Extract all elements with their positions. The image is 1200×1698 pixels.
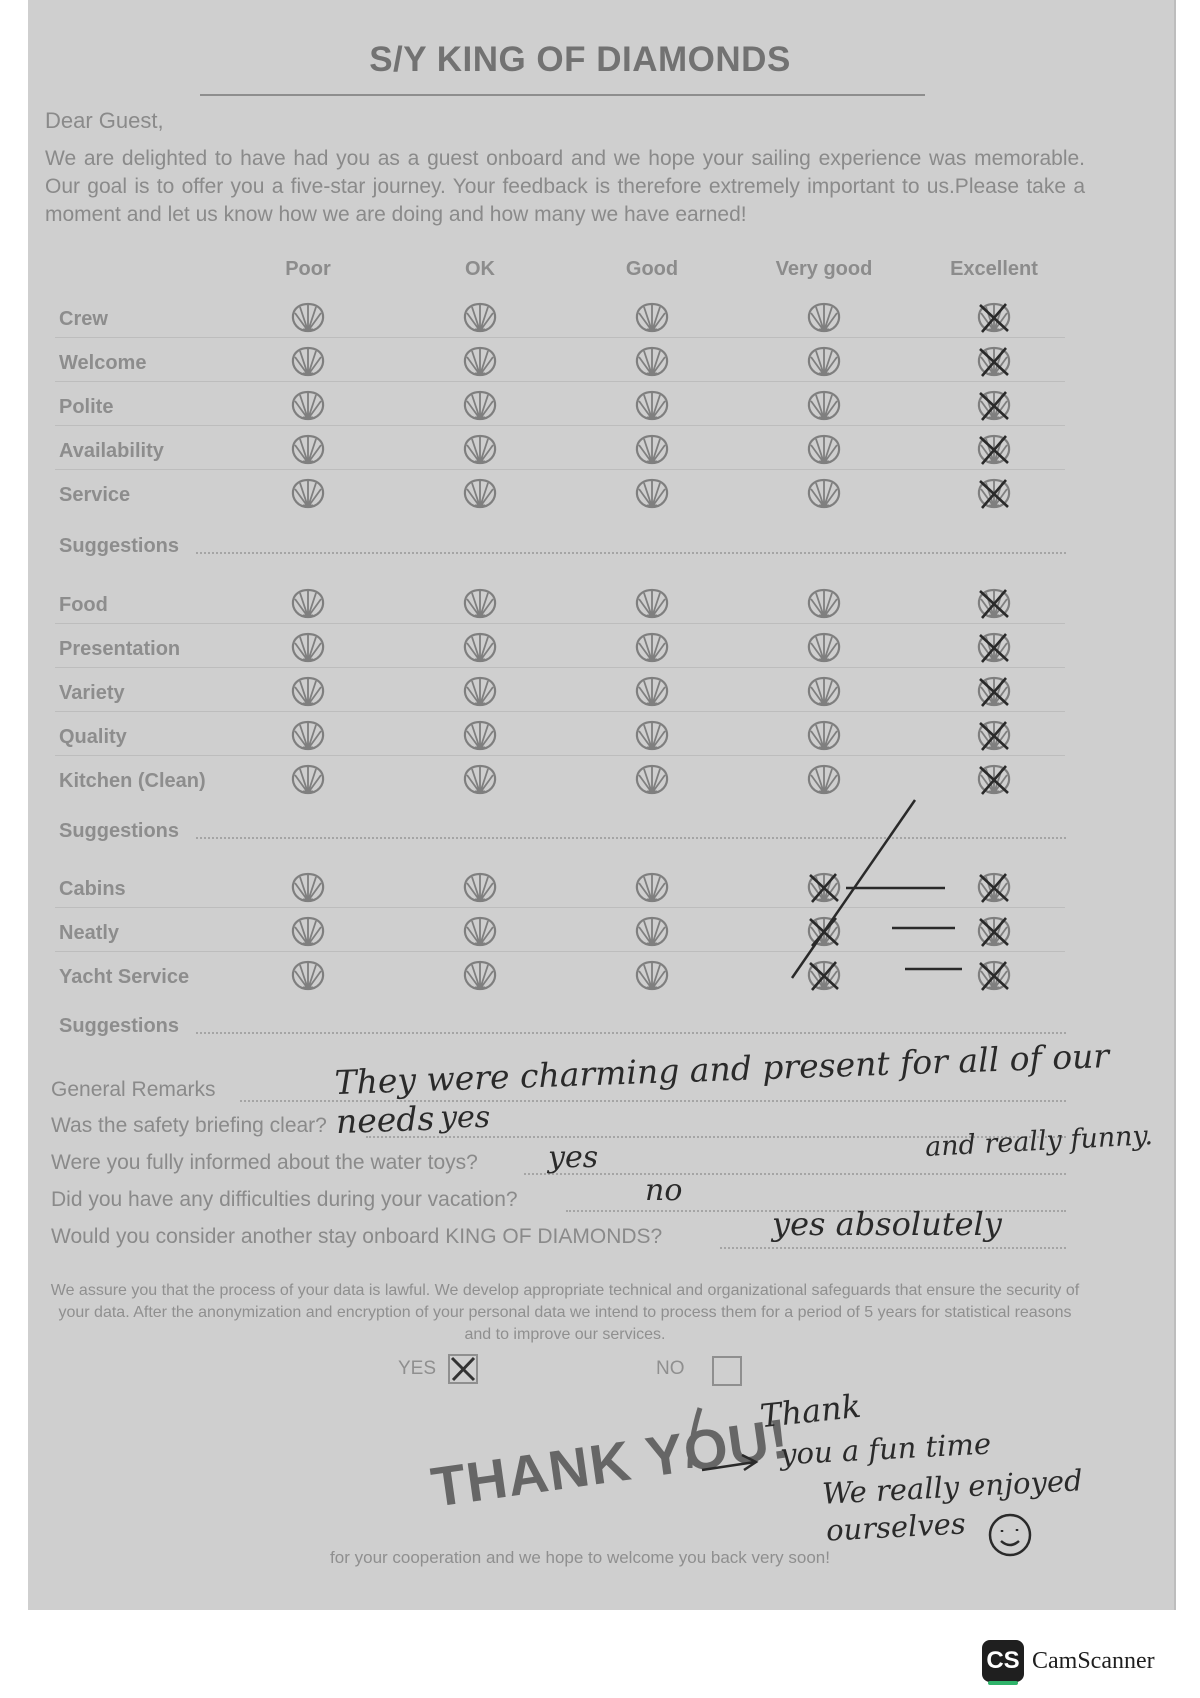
shell-rating-variety-ok[interactable]	[462, 675, 498, 709]
shell-rating-food-excellent[interactable]	[976, 587, 1012, 621]
shell-rating-presentation-excellent[interactable]	[976, 631, 1012, 665]
row-label-polite: Polite	[59, 396, 114, 418]
scale-header-very-good: Very good	[775, 258, 873, 280]
answer-water-toys: yes	[548, 1140, 599, 1175]
handwritten-note-line-1: Thank	[758, 1386, 863, 1436]
row-divider	[55, 951, 1065, 952]
shell-rating-kitchen-clean-ok[interactable]	[462, 763, 498, 797]
shell-rating-kitchen-clean-excellent[interactable]	[976, 763, 1012, 797]
shell-rating-variety-excellent[interactable]	[976, 675, 1012, 709]
suggestions-label-crew: Suggestions	[59, 535, 180, 557]
row-label-cabins: Cabins	[59, 878, 126, 900]
row-label-presentation: Presentation	[59, 638, 181, 660]
answer-general-remarks: They were charming and present for all of our needs	[333, 1036, 1110, 1142]
shell-rating-neatly-very-good[interactable]	[806, 915, 842, 949]
row-divider	[55, 337, 1065, 338]
handwritten-note-line-4: ourselves	[825, 1506, 967, 1548]
row-label-welcome: Welcome	[59, 352, 147, 374]
camscanner-name: CamScanner	[1032, 1648, 1155, 1674]
shell-rating-availability-excellent[interactable]	[976, 433, 1012, 467]
row-label-variety: Variety	[59, 682, 125, 704]
shell-rating-variety-very-good[interactable]	[806, 675, 842, 709]
shell-rating-polite-very-good[interactable]	[806, 389, 842, 423]
scale-header-poor: Poor	[285, 258, 331, 280]
shell-rating-yacht-service-very-good[interactable]	[806, 959, 842, 993]
shell-rating-polite-ok[interactable]	[462, 389, 498, 423]
shell-rating-kitchen-clean-good[interactable]	[634, 763, 670, 797]
answer-line-another-stay	[720, 1247, 1066, 1249]
row-divider	[55, 623, 1065, 624]
scale-header-good: Good	[625, 258, 679, 280]
row-divider	[55, 381, 1065, 382]
consent-yes-checkbox[interactable]	[448, 1354, 478, 1384]
suggestions-line-cabins	[196, 1032, 1066, 1034]
shell-rating-crew-ok[interactable]	[462, 301, 498, 335]
shell-rating-crew-good[interactable]	[634, 301, 670, 335]
suggestions-line-food	[196, 837, 1066, 839]
consent-no-label: NO	[656, 1358, 685, 1379]
shell-rating-food-poor[interactable]	[290, 587, 326, 621]
handwritten-note-line-2: you a fun time	[779, 1426, 992, 1472]
shell-rating-cabins-very-good[interactable]	[806, 871, 842, 905]
question-water-toys: Were you fully informed about the water toys?	[51, 1151, 478, 1174]
shell-rating-presentation-poor[interactable]	[290, 631, 326, 665]
intro-paragraph: We are delighted to have had you as a guest onboard and we hope your sailing experience was memorable. Our goal is to offer you a five-star journey. Your feedback is therefore extremely important to us.Please take a moment and let us know how we are doing and how many we have earned!	[45, 147, 1085, 226]
shell-rating-kitchen-clean-poor[interactable]	[290, 763, 326, 797]
shell-rating-service-ok[interactable]	[462, 477, 498, 511]
shell-rating-quality-good[interactable]	[634, 719, 670, 753]
shell-rating-yacht-service-excellent[interactable]	[976, 959, 1012, 993]
consent-no-checkbox[interactable]	[712, 1356, 742, 1386]
shell-rating-neatly-poor[interactable]	[290, 915, 326, 949]
row-label-crew: Crew	[59, 308, 108, 330]
handwritten-note-line-3: We really enjoyed	[821, 1463, 1084, 1511]
row-divider	[55, 755, 1065, 756]
shell-rating-availability-very-good[interactable]	[806, 433, 842, 467]
question-another-stay: Would you consider another stay onboard KING OF DIAMONDS?	[51, 1225, 663, 1248]
answer-another-stay: yes absolutely	[772, 1205, 1002, 1243]
answer-line-water-toys	[524, 1173, 1066, 1175]
suggestions-line-crew	[196, 552, 1066, 554]
scale-header-ok: OK	[465, 258, 495, 280]
suggestions-label-food: Suggestions	[59, 820, 180, 842]
row-label-neatly: Neatly	[59, 922, 120, 944]
shell-rating-service-very-good[interactable]	[806, 477, 842, 511]
shell-rating-kitchen-clean-very-good[interactable]	[806, 763, 842, 797]
shell-rating-cabins-excellent[interactable]	[976, 871, 1012, 905]
shell-rating-crew-excellent[interactable]	[976, 301, 1012, 335]
shell-rating-service-good[interactable]	[634, 477, 670, 511]
row-divider	[55, 469, 1065, 470]
greeting: Dear Guest,	[45, 108, 164, 133]
shell-rating-service-poor[interactable]	[290, 477, 326, 511]
row-divider	[55, 711, 1065, 712]
answer-general-remarks-cont: and really funny.	[924, 1120, 1154, 1163]
shell-rating-quality-excellent[interactable]	[976, 719, 1012, 753]
suggestions-label-cabins: Suggestions	[59, 1015, 180, 1037]
shell-rating-neatly-ok[interactable]	[462, 915, 498, 949]
row-label-service: Service	[59, 484, 131, 506]
title-underline	[200, 94, 925, 96]
shell-rating-crew-very-good[interactable]	[806, 301, 842, 335]
shell-rating-neatly-good[interactable]	[634, 915, 670, 949]
shell-rating-presentation-very-good[interactable]	[806, 631, 842, 665]
answer-safety-briefing: yes	[440, 1100, 491, 1135]
row-label-yacht-service: Yacht Service	[59, 966, 190, 988]
shell-rating-quality-poor[interactable]	[290, 719, 326, 753]
question-safety-briefing: Was the safety briefing clear?	[51, 1114, 327, 1137]
shell-rating-availability-poor[interactable]	[290, 433, 326, 467]
row-label-availability: Availability	[59, 440, 164, 462]
shell-rating-quality-ok[interactable]	[462, 719, 498, 753]
row-label-kitchen: Kitchen (Clean)	[59, 770, 206, 792]
shell-rating-polite-good[interactable]	[634, 389, 670, 423]
feedback-form-paper	[28, 0, 1176, 1610]
shell-rating-cabins-ok[interactable]	[462, 871, 498, 905]
shell-rating-variety-good[interactable]	[634, 675, 670, 709]
shell-rating-welcome-excellent[interactable]	[976, 345, 1012, 379]
row-divider	[55, 425, 1065, 426]
shell-rating-availability-ok[interactable]	[462, 433, 498, 467]
camscanner-logo: CS	[982, 1640, 1024, 1682]
footer-message: for your cooperation and we hope to welcome you back very soon!	[330, 1548, 830, 1567]
shell-rating-presentation-ok[interactable]	[462, 631, 498, 665]
shell-rating-welcome-poor[interactable]	[290, 345, 326, 379]
shell-rating-neatly-excellent[interactable]	[976, 915, 1012, 949]
question-general-remarks: General Remarks	[51, 1078, 216, 1101]
question-difficulties: Did you have any difficulties during your vacation?	[51, 1188, 518, 1211]
shell-rating-yacht-service-ok[interactable]	[462, 959, 498, 993]
check-x-icon	[450, 1356, 476, 1382]
row-divider	[55, 667, 1065, 668]
thank-you-stamp: THANK YOU!	[427, 1406, 794, 1519]
shell-rating-welcome-good[interactable]	[634, 345, 670, 379]
shell-rating-welcome-ok[interactable]	[462, 345, 498, 379]
row-label-quality: Quality	[59, 726, 127, 748]
form-title: S/Y KING OF DIAMONDS	[369, 40, 791, 79]
shell-rating-polite-excellent[interactable]	[976, 389, 1012, 423]
shell-rating-yacht-service-good[interactable]	[634, 959, 670, 993]
shell-rating-yacht-service-poor[interactable]	[290, 959, 326, 993]
row-divider	[55, 907, 1065, 908]
shell-rating-polite-poor[interactable]	[290, 389, 326, 423]
data-privacy-notice: We assure you that the process of your data is lawful. We develop appropriate technical and organizational safeguards that ensure the security of your data. After the anonymization and encryption of your personal data we intend to process them for a period of 5 years for statistical reasons and to improve our services.	[50, 1282, 1080, 1343]
shell-rating-food-ok[interactable]	[462, 587, 498, 621]
shell-rating-cabins-good[interactable]	[634, 871, 670, 905]
shell-rating-quality-very-good[interactable]	[806, 719, 842, 753]
shell-rating-food-good[interactable]	[634, 587, 670, 621]
scale-header-excellent: Excellent	[950, 258, 1038, 280]
shell-rating-crew-poor[interactable]	[290, 301, 326, 335]
shell-rating-welcome-very-good[interactable]	[806, 345, 842, 379]
shell-rating-cabins-poor[interactable]	[290, 871, 326, 905]
row-label-food: Food	[59, 594, 108, 616]
shell-rating-service-excellent[interactable]	[976, 477, 1012, 511]
consent-yes-label: YES	[398, 1358, 437, 1379]
shell-rating-variety-poor[interactable]	[290, 675, 326, 709]
answer-difficulties: no	[645, 1173, 683, 1208]
shell-rating-presentation-good[interactable]	[634, 631, 670, 665]
shell-rating-food-very-good[interactable]	[806, 587, 842, 621]
shell-rating-availability-good[interactable]	[634, 433, 670, 467]
